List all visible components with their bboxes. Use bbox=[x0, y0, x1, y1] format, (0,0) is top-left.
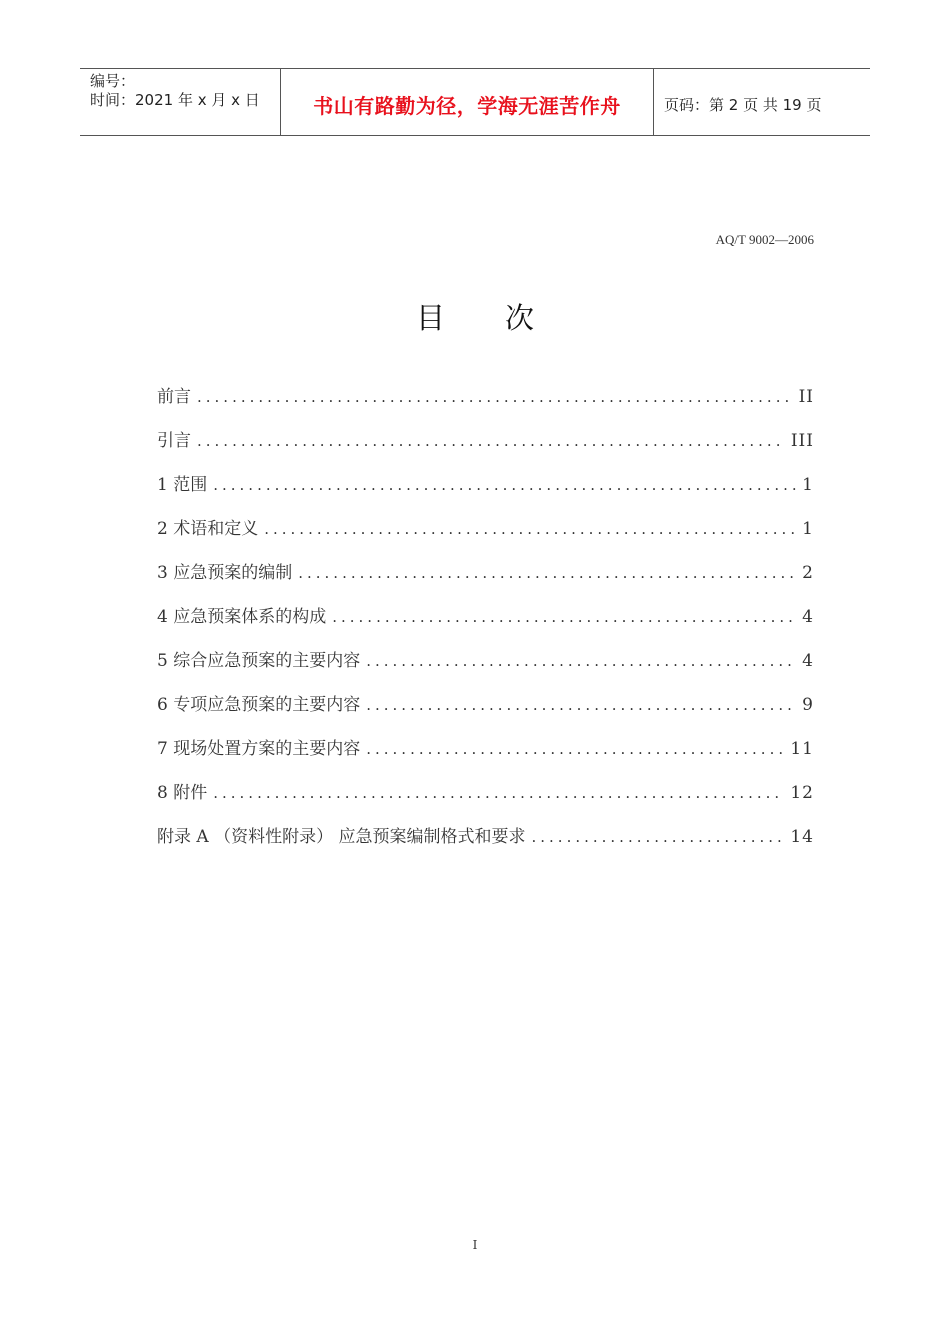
toc-leader-dots bbox=[197, 432, 785, 450]
toc-entry-label: 5 综合应急预案的主要内容 bbox=[157, 651, 361, 671]
toc-leader-dots bbox=[298, 564, 796, 582]
toc-leader-dots bbox=[197, 388, 793, 406]
toc-entry-label: 7 现场处置方案的主要内容 bbox=[157, 739, 361, 759]
toc-entry-special-plan[interactable] bbox=[157, 690, 814, 734]
toc-leader-dots bbox=[332, 608, 796, 626]
header-motto: 书山有路勤为径，学海无涯苦作舟 bbox=[281, 69, 654, 135]
toc-entry-plan-system[interactable] bbox=[157, 602, 814, 646]
toc-leader-dots bbox=[366, 696, 796, 714]
document-time-label: 时间：2021 年 x 月 x 日 bbox=[90, 91, 260, 109]
toc-leader-dots bbox=[213, 476, 796, 494]
toc-entry-label: 8 附件 bbox=[157, 783, 208, 803]
toc-leader-dots bbox=[366, 740, 784, 758]
toc-entry-page: II bbox=[798, 387, 814, 407]
toc-entry-comprehensive-plan[interactable] bbox=[157, 646, 814, 690]
toc-entry-terms[interactable] bbox=[157, 514, 814, 558]
toc-entry-page: 14 bbox=[790, 827, 814, 847]
page-header bbox=[80, 68, 870, 136]
toc-leader-dots bbox=[213, 784, 784, 802]
toc-entry-label: 前言 bbox=[157, 387, 191, 407]
toc-entry-scope[interactable] bbox=[157, 470, 814, 514]
toc-entry-label: 6 专项应急预案的主要内容 bbox=[157, 695, 361, 715]
toc-entry-attachments[interactable] bbox=[157, 778, 814, 822]
toc-leader-dots bbox=[532, 828, 785, 846]
toc-entry-label: 附录 A （资料性附录） 应急预案编制格式和要求 bbox=[157, 827, 526, 847]
toc-entry-page: 11 bbox=[790, 739, 814, 759]
toc-entry-label: 引言 bbox=[157, 431, 191, 451]
toc-entry-appendix-a[interactable] bbox=[157, 822, 814, 866]
toc-entry-plan-compilation[interactable] bbox=[157, 558, 814, 602]
header-page-info: 页码：第 2 页 共 19 页 bbox=[664, 95, 822, 114]
toc-entry-page: 12 bbox=[790, 783, 814, 803]
table-of-contents bbox=[157, 382, 814, 866]
toc-leader-dots bbox=[264, 520, 796, 538]
toc-leader-dots bbox=[366, 652, 796, 670]
toc-entry-page: 4 bbox=[802, 651, 814, 671]
toc-entry-page: 4 bbox=[802, 607, 814, 627]
footer-page-number: I bbox=[472, 1238, 478, 1252]
standard-code: AQ/T 9002—2006 bbox=[715, 232, 814, 247]
toc-entry-page: 1 bbox=[802, 519, 814, 539]
toc-entry-page: 1 bbox=[802, 475, 814, 495]
toc-entry-introduction[interactable] bbox=[157, 426, 814, 470]
toc-entry-label: 2 术语和定义 bbox=[157, 519, 259, 539]
toc-entry-preface[interactable] bbox=[157, 382, 814, 426]
toc-entry-page: 2 bbox=[802, 563, 814, 583]
toc-entry-page: 9 bbox=[802, 695, 814, 715]
toc-entry-page: III bbox=[790, 431, 814, 451]
toc-entry-label: 4 应急预案体系的构成 bbox=[157, 607, 327, 627]
toc-title: 目次 bbox=[415, 301, 594, 335]
toc-entry-onsite-plan[interactable] bbox=[157, 734, 814, 778]
document-number-label: 编号： bbox=[90, 72, 136, 90]
toc-entry-label: 3 应急预案的编制 bbox=[157, 563, 293, 583]
toc-entry-label: 1 范围 bbox=[157, 475, 208, 495]
header-meta bbox=[80, 69, 281, 135]
